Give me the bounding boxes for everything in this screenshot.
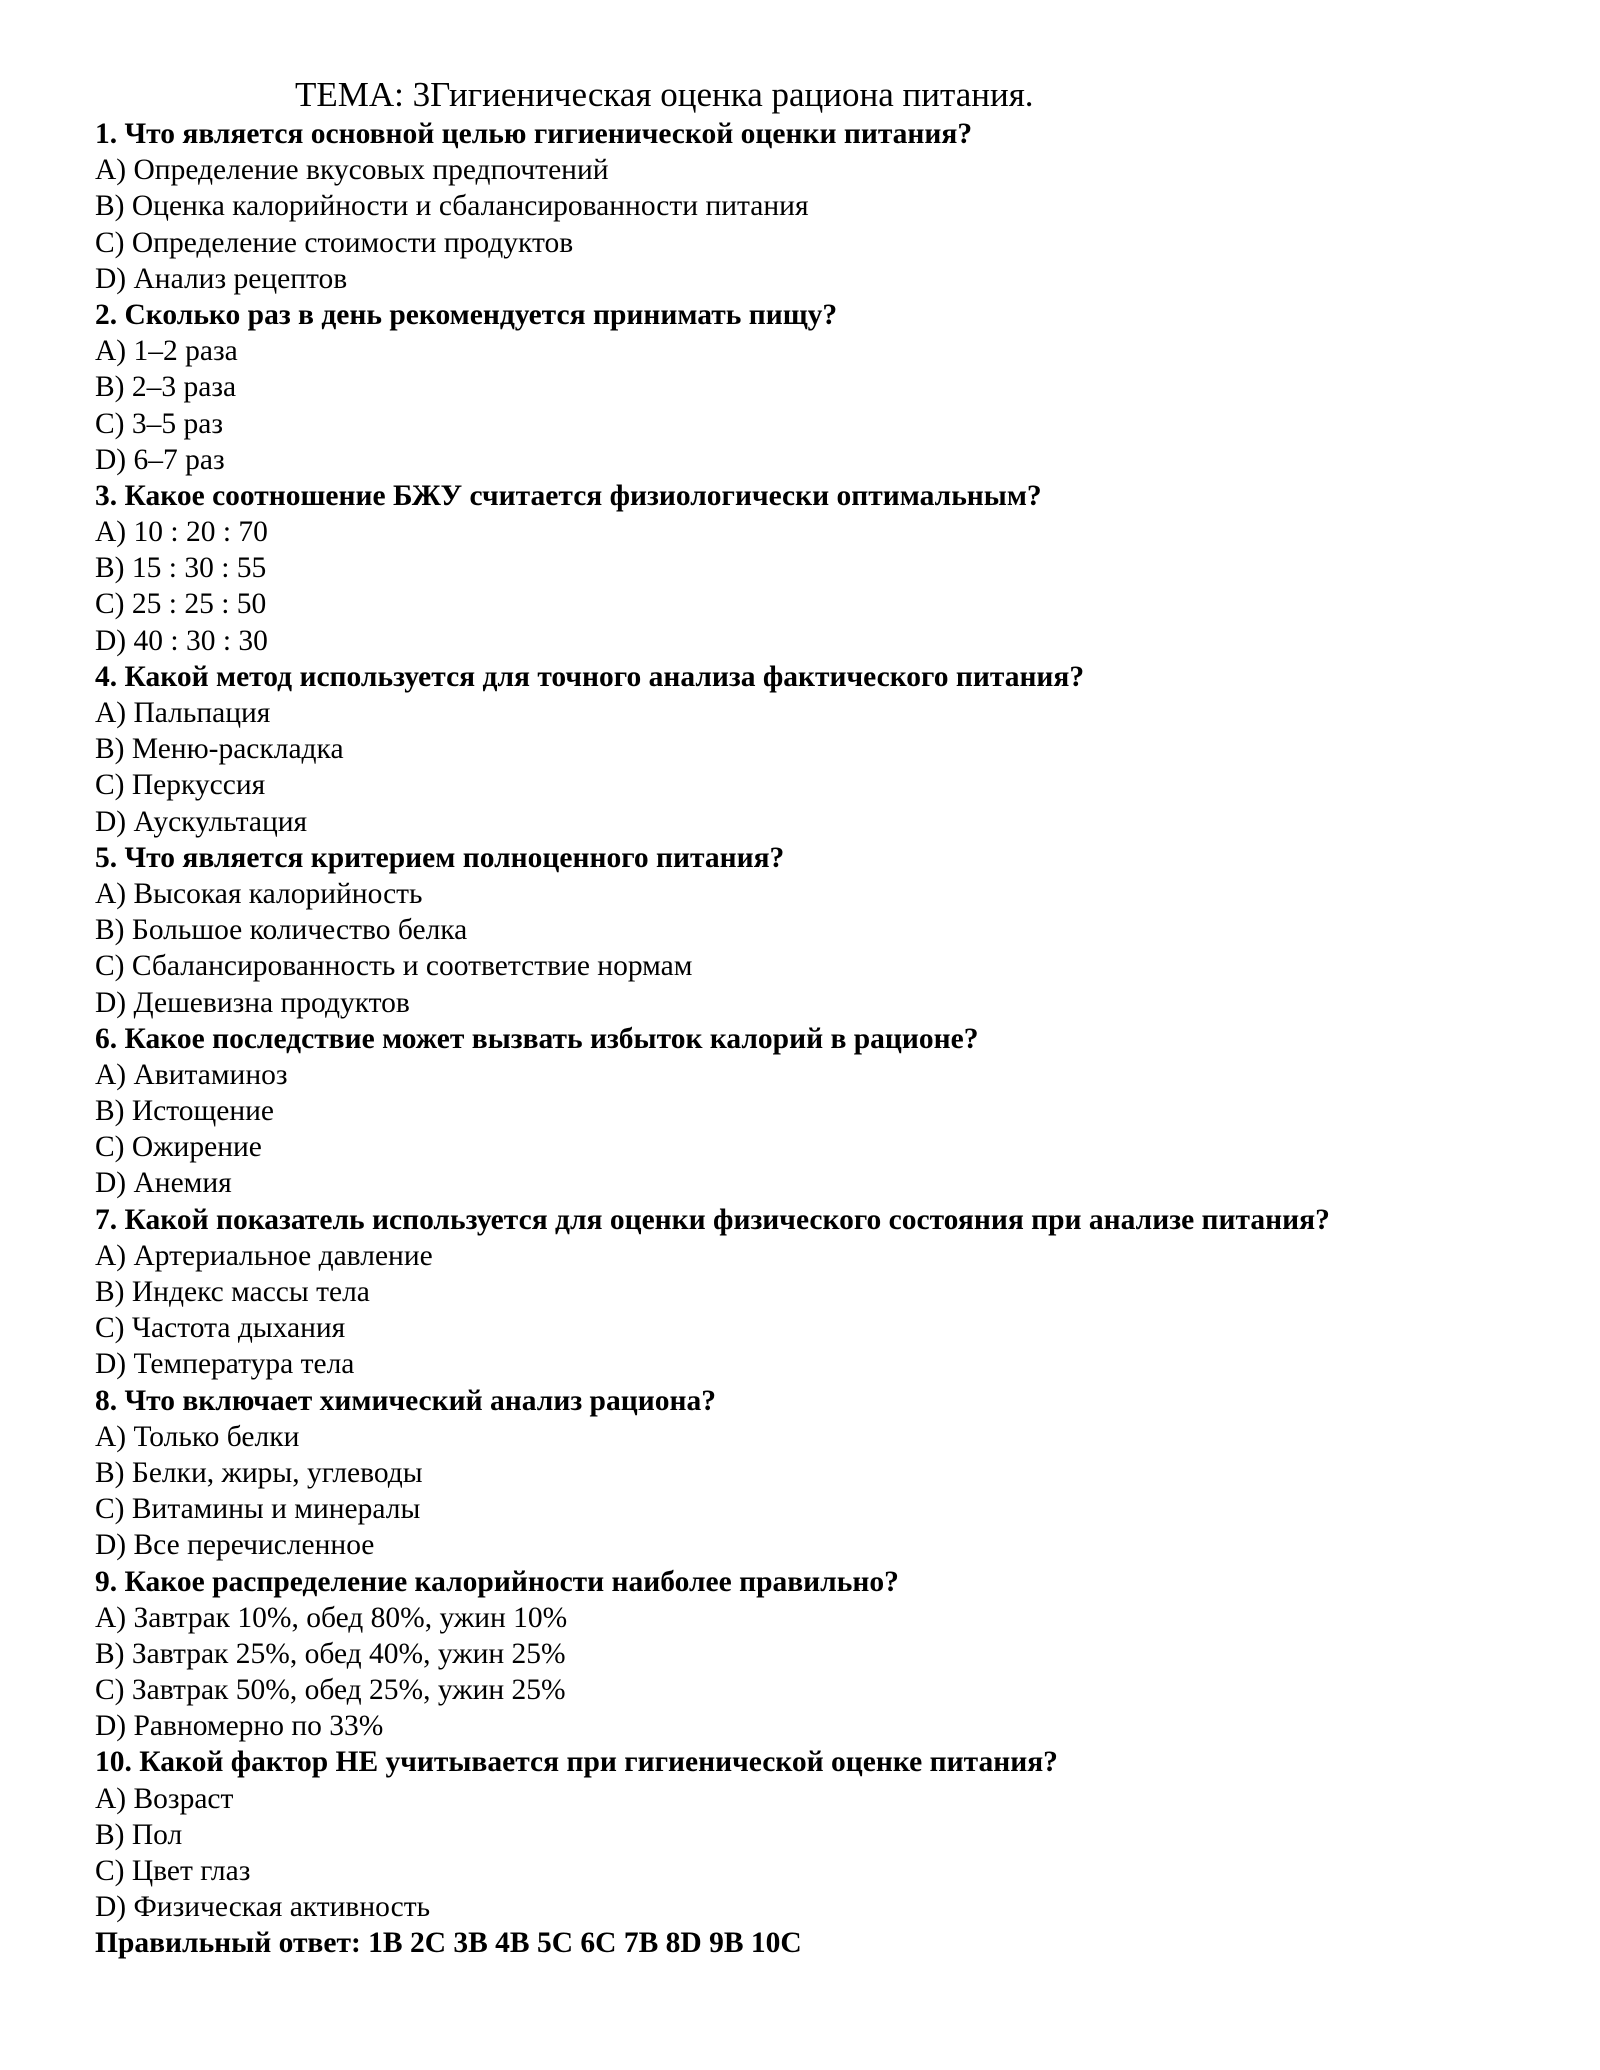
- answer-option: A) Пальпация: [95, 697, 271, 729]
- answer-option: B) 2–3 раза: [95, 371, 237, 404]
- answer-option: C) Перкуссия: [95, 769, 266, 802]
- answer-option: B) Завтрак 25%, обед 40%, ужин 25%: [95, 1637, 566, 1670]
- answer-option: C) Ожирение: [95, 1131, 262, 1164]
- answer-option: D) 40 : 30 : 30: [95, 624, 268, 657]
- answer-option: D) Анализ рецептов: [95, 262, 348, 295]
- answer-option: D) Аускультация: [95, 805, 308, 838]
- answer-option: A) Определение вкусовых предпочтений: [95, 154, 609, 187]
- answer-option: C) Цвет глаз: [95, 1855, 251, 1887]
- document-title: ТЕМА: 3Гигиеническая оценка рациона питания.: [295, 75, 1034, 114]
- answer-option: D) 6–7 раз: [95, 443, 225, 476]
- answer-option: D) Дешевизна продуктов: [95, 986, 410, 1019]
- question-text: 1. Что является основной целью гигиенической оценки питания?: [95, 118, 973, 150]
- answer-option: B) Меню-раскладка: [95, 733, 344, 766]
- answer-option: D) Температура тела: [95, 1348, 355, 1381]
- answer-option: A) Артериальное давление: [95, 1239, 433, 1272]
- answer-option: C) 3–5 раз: [95, 407, 223, 440]
- question-block: [95, 840, 1535, 1021]
- question-text: 9. Какое распределение калорийности наиболее правильно?: [95, 1565, 899, 1598]
- question-block: [95, 297, 1535, 478]
- answer-option: D) Равномерно по 33%: [95, 1710, 384, 1743]
- question-block: [95, 1202, 1535, 1383]
- answer-option: B) Истощение: [95, 1095, 275, 1128]
- answer-key: Правильный ответ: 1B 2C 3B 4B 5C 6C 7B 8D 9B 10C: [95, 1927, 802, 1960]
- answer-option: A) Высокая калорийность: [95, 877, 423, 910]
- question-text: 5. Что является критерием полноценного питания?: [95, 841, 785, 874]
- answer-option: A) 10 : 20 : 70: [95, 516, 268, 549]
- answer-option: B) Индекс массы тела: [95, 1276, 370, 1308]
- question-block: [95, 1564, 1535, 1745]
- question-text: 7. Какой показатель используется для оценки физического состояния при анализе питания?: [95, 1203, 1330, 1236]
- answer-option: B) Пол: [95, 1818, 183, 1851]
- question-block: [95, 1744, 1535, 1925]
- answer-option: D) Все перечисленное: [95, 1529, 375, 1562]
- answer-option: D) Анемия: [95, 1167, 232, 1200]
- answer-option: A) Только белки: [95, 1420, 300, 1453]
- question-text: 4. Какой метод используется для точного анализа фактического питания?: [95, 660, 1085, 693]
- answer-option: C) Завтрак 50%, обед 25%, ужин 25%: [95, 1674, 566, 1707]
- question-list: [95, 116, 1535, 1925]
- answer-option: C) 25 : 25 : 50: [95, 588, 267, 621]
- answer-option: D) Физическая активность: [95, 1891, 431, 1924]
- question-block: [95, 478, 1535, 659]
- answer-option: A) Авитаминоз: [95, 1058, 288, 1091]
- question-text: 3. Какое соотношение БЖУ считается физиологически оптимальным?: [95, 479, 1042, 512]
- answer-option: C) Витамины и минералы: [95, 1493, 421, 1526]
- question-block: [95, 116, 1535, 297]
- question-text: 10. Какой фактор НЕ учитывается при гигиенической оценке питания?: [95, 1746, 1058, 1779]
- answer-option: A) 1–2 раза: [95, 335, 238, 368]
- question-block: [95, 1383, 1535, 1564]
- question-text: 2. Сколько раз в день рекомендуется принимать пищу?: [95, 298, 838, 331]
- answer-option: C) Определение стоимости продуктов: [95, 226, 574, 259]
- answer-option: B) Оценка калорийности и сбалансированности питания: [95, 190, 809, 223]
- answer-option: A) Завтрак 10%, обед 80%, ужин 10%: [95, 1601, 568, 1634]
- question-text: 8. Что включает химический анализ рациона?: [95, 1384, 716, 1417]
- answer-option: B) Большое количество белка: [95, 914, 468, 947]
- document-page: [95, 74, 1535, 1962]
- question-block: [95, 659, 1535, 840]
- answer-option: B) 15 : 30 : 55: [95, 552, 267, 585]
- answer-option: C) Частота дыхания: [95, 1312, 346, 1345]
- question-text: 6. Какое последствие может вызвать избыток калорий в рационе?: [95, 1022, 979, 1055]
- answer-option: A) Возраст: [95, 1782, 234, 1815]
- answer-option: C) Сбалансированность и соответствие нормам: [95, 950, 693, 983]
- question-block: [95, 1021, 1535, 1202]
- answer-option: B) Белки, жиры, углеводы: [95, 1456, 423, 1489]
